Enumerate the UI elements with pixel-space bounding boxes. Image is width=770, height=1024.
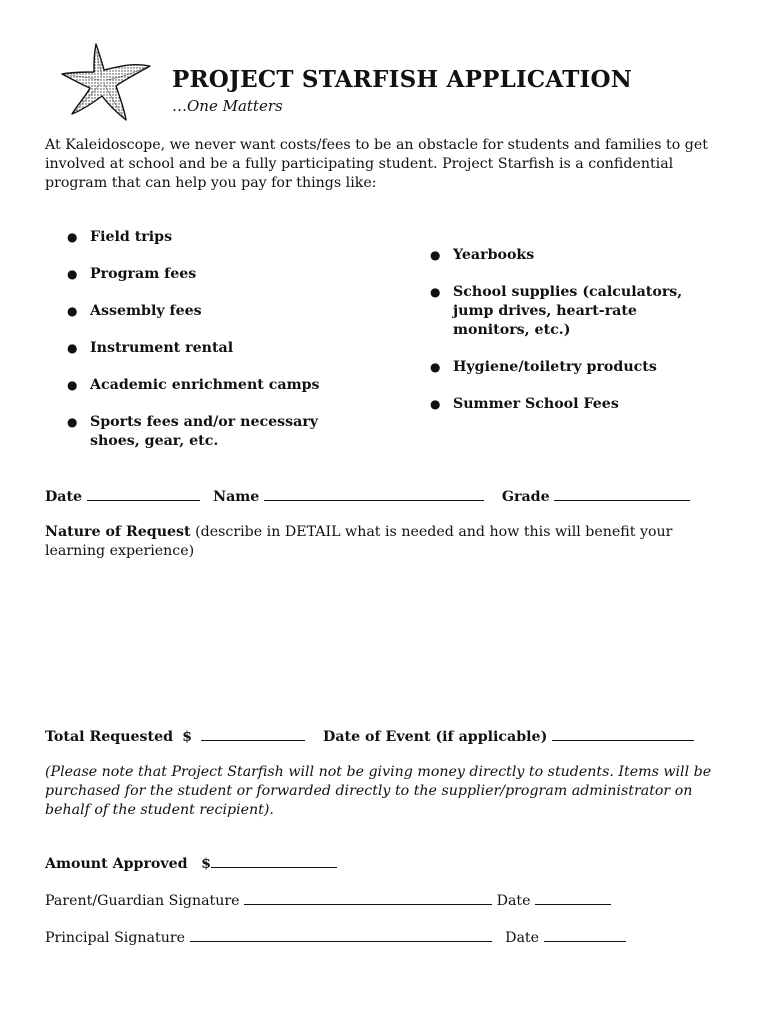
starfish-icon [58,40,158,124]
disclaimer-note: (Please note that Project Starfish will not be giving money directly to students. Items will be purchased for the student or forwarded directly to the supplier/program administrator on behalf of the student recipient). [45,764,712,818]
dollar-sign: $ [182,729,192,745]
grade-field[interactable] [554,486,690,501]
list-item: ● Yearbooks [408,246,728,265]
grade-label: Grade [501,489,550,505]
list-item: ● Instrument rental [45,339,375,358]
list-item: ● Summer School Fees [408,395,728,414]
event-date-field[interactable] [552,726,694,741]
principal-signature-label: Principal Signature [45,930,186,946]
list-item: ● Hygiene/toiletry products [408,358,728,377]
nature-label: Nature of Request [45,524,191,540]
nature-description: (describe in DETAIL what is needed and how this will benefit your learning experience) [45,524,673,559]
name-field[interactable] [264,486,484,501]
amount-approved-field[interactable] [211,853,337,868]
intro-paragraph: At Kaleidoscope, we never want costs/fees to be an obstacle for students and families to get involved at school and be a fully participating student. Project Starfish is a confidential program that can help you pay for things like: [45,137,708,191]
nature-of-request [45,523,725,561]
list-item: ● Assembly fees [45,302,375,321]
parent-date-label: Date [496,893,531,909]
principal-signature-row [45,927,626,946]
list-item: ● Field trips [45,228,375,247]
principal-date-field[interactable] [544,927,626,942]
total-requested-field[interactable] [201,726,305,741]
name-label: Name [213,489,260,505]
left-item-list [45,228,375,469]
list-item: ● Sports fees and/or necessary shoes, gear, etc. [45,413,330,451]
student-info-row [45,486,690,505]
parent-date-field[interactable] [535,890,611,905]
list-item: ● School supplies (calculators, jump drives, heart-rate monitors, etc.) [408,283,693,340]
amount-dollar-sign: $ [201,856,211,872]
list-item: ● Academic enrichment camps [45,376,375,395]
parent-signature-label: Parent/Guardian Signature [45,893,240,909]
event-date-label: Date of Event (if applicable) [323,729,548,745]
total-requested-row [45,726,694,745]
principal-date-label: Date [505,930,540,946]
total-requested-label: Total Requested [45,729,174,745]
date-field[interactable] [87,486,200,501]
list-item: ● Program fees [45,265,375,284]
page-subtitle: …One Matters [172,97,283,115]
parent-signature-field[interactable] [244,890,492,905]
amount-approved-label: Amount Approved [45,856,188,872]
amount-approved-row [45,853,337,872]
parent-signature-row [45,890,611,909]
right-item-list [408,246,728,432]
page-title: PROJECT STARFISH APPLICATION [172,66,632,93]
principal-signature-field[interactable] [190,927,492,942]
date-label: Date [45,489,83,505]
